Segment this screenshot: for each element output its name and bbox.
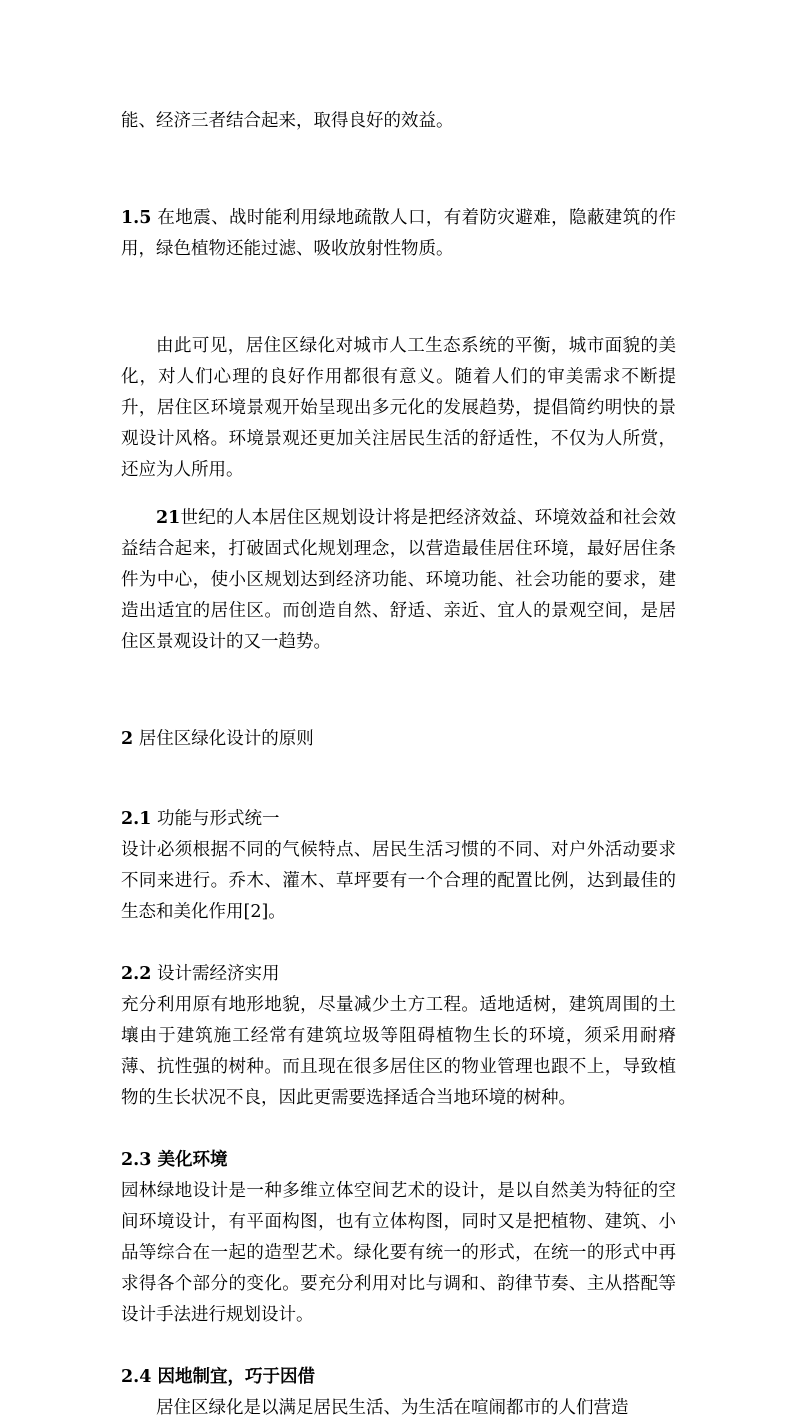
paragraph-summary: 由此可见，居住区绿化对城市人工生态系统的平衡，城市面貌的美化，对人们心理的良好作用都很有意义。随着人们的审美需求不断提升，居住区环境景观开始呈现出多元化的发展趋势，提倡简约明快的景观设计风格。环境景观还更加关注居民生活的舒适性，不仅为人所赏，还应为人所用。 — [121, 335, 676, 480]
section-2-3 — [121, 1145, 676, 1331]
section-number: 2.3 — [121, 1149, 152, 1170]
section-2-1 — [121, 804, 676, 928]
section-body: 园林绿地设计是一种多维立体空间艺术的设计，是以自然美为特征的空间环境设计，有平面构图，也有立体构图，同时又是把植物、建筑、小品等综合在一起的造型艺术。绿化要有统一的形式，在统一的形式中再求得各个部分的变化。要充分利用对比与调和、韵律节奏、主从搭配等设计手法进行规划设计。 — [121, 1180, 676, 1325]
heading-title: 居住区绿化设计的原则 — [133, 729, 314, 749]
paragraph-21st-century — [121, 503, 676, 658]
section-body: 充分利用原有地形地貌，尽量减少土方工程。适地适树，建筑周围的土壤由于建筑施工经常有建筑垃圾等阻碍植物生长的环境，须采用耐瘠薄、抗性强的树种。而且现在很多居住区的物业管理也跟不上，导致植物的生长状况不良，因此更需要选择适合当地环境的树种。 — [121, 994, 676, 1108]
section-heading — [121, 959, 676, 990]
section-title: 美化环境 — [151, 1149, 228, 1170]
section-title: 因地制宜，巧于因借 — [151, 1366, 316, 1387]
paragraph-intro-end: 能、经济三者结合起来，取得良好的效益。 — [121, 110, 454, 131]
section-body: 居住区绿化是以满足居民生活、为生活在喧闹都市的人们营造 — [156, 1397, 629, 1418]
section-heading — [121, 1362, 676, 1393]
section-number: 2.2 — [121, 963, 152, 984]
heading-number: 2 — [121, 729, 134, 749]
century-number: 21 — [156, 508, 181, 528]
section-title: 设计需经济实用 — [151, 963, 280, 984]
section-heading — [121, 804, 676, 835]
section-text: 在地震、战时能利用绿地疏散人口，有着防灾避难，隐蔽建筑的作用，绿色植物还能过滤、吸收放射性物质。 — [121, 207, 676, 259]
document-page — [121, 88, 676, 1424]
section-2-2 — [121, 959, 676, 1114]
section-number: 2.1 — [121, 808, 152, 829]
heading-2 — [121, 724, 676, 755]
section-body: 设计必须根据不同的气候特点、居民生活习惯的不同、对户外活动要求不同来进行。乔木、灌木、草坪要有一个合理的配置比例，达到最佳的生态和美化作用[2]。 — [121, 839, 676, 922]
section-heading — [121, 1145, 676, 1176]
section-2-4 — [121, 1362, 676, 1424]
section-number: 2.4 — [121, 1366, 152, 1387]
section-1-5 — [121, 203, 676, 265]
section-title: 功能与形式统一 — [151, 808, 280, 829]
century-text: 世纪的人本居住区规划设计将是把经济效益、环境效益和社会效益结合起来，打破固式化规划理念，以营造最佳居住环境，最好居住条件为中心，使小区规划达到经济功能、环境功能、社会功能的要求，建造出适宜的居住区。而创造自然、舒适、亲近、宜人的景观空间，是居住区景观设计的又一趋势。 — [121, 508, 676, 652]
section-number: 1.5 — [121, 207, 152, 228]
